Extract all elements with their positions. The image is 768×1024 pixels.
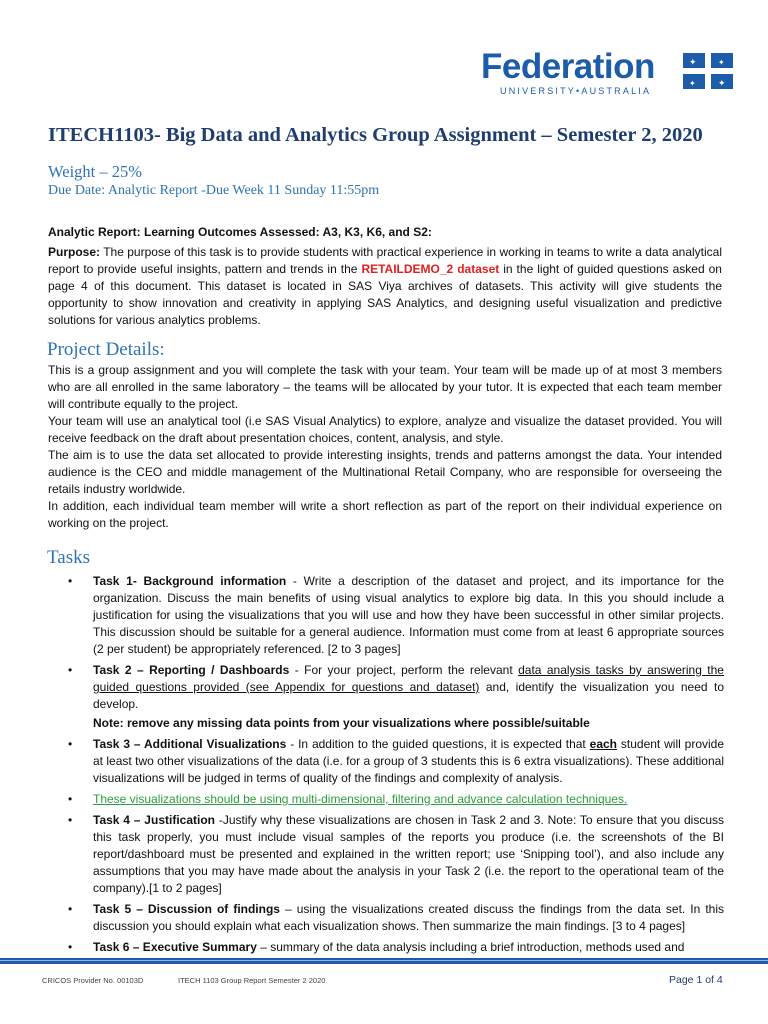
task-2-label: Task 2 – Reporting / Dashboards (93, 663, 290, 677)
project-paragraph-2: Your team will use an analytical tool (i.e SAS Visual Analytics) to explore, analyze and visualize the dataset provided. You will receive feedback on the draft about presentation choices, content, analysis, and style. (48, 414, 722, 445)
logo-wordmark: Federation (481, 47, 655, 86)
task-4-label: Task 4 – Justification (93, 813, 215, 827)
task-6-text: – summary of the data analysis including a brief introduction, methods used and (256, 940, 685, 954)
project-details-section (48, 362, 722, 532)
task-1-label: Task 1- Background information (93, 574, 287, 588)
flag-emblem-icon (683, 53, 733, 89)
list-item: • Task 3 – Additional Visualizations - In addition to the guided questions, it is expected that each student will provide at least two other visualizations of the data (i.e. for a group of 3 students this is 6 extra visualizations). These additional visualizations will be judged in terms of quality of the findings and complexity of analysis. (68, 737, 725, 785)
task-list (48, 573, 724, 960)
cricos-provider: CRICOS Provider No. 00103D (42, 976, 144, 985)
task-2-note: Note: remove any missing data points from your visualizations where possible/suitable (93, 716, 590, 730)
svg-text:✦: ✦ (689, 58, 697, 68)
task-3-each: each (589, 737, 618, 751)
purpose-paragraph (48, 244, 722, 329)
purpose-text-before: The purpose of this task is to provide students with practical experience in working in teams to write a data analytical report to provide useful insights, pattern and trends in the (48, 245, 722, 276)
list-item: • Task 2 – Reporting / Dashboards - For your project, perform the relevant data analysis tasks by answering the guided questions provided (see Appendix for questions and dataset) and, identify the visualization you need to develop. (68, 663, 724, 711)
svg-text:✦: ✦ (718, 58, 725, 67)
dataset-name: RETAILDEMO_2 dataset (361, 262, 500, 276)
project-paragraph-3: The aim is to use the data set allocated to provide interesting insights, trends and patterns amongst the data. Your intended audience is the CEO and middle management of the Multinational Retail Company, who are responsible for overseeing the retails industry worldwide. (48, 448, 722, 496)
svg-text:✦: ✦ (689, 79, 696, 88)
document-title: ITECH1103- Big Data and Analytics Group Assignment – Semester 2, 2020 (48, 124, 703, 146)
project-paragraph-1: This is a group assignment and you will complete the task with your team. Your team will be made up of at most 3 members who are all enrolled in the same laboratory – the teams will be allocated by your tutor. It is expected that each team member will contribute equally to the project. (48, 363, 722, 411)
task-2-text-a: - For your project, perform the relevant (289, 663, 519, 677)
list-item: • These visualizations should be using multi-dimensional, filtering and advance calculation techniques. (68, 792, 628, 806)
intro-section (48, 224, 722, 329)
logo-subtitle: UNIVERSITY•AUSTRALIA (500, 86, 652, 96)
task-4-text: -Justify why these visualizations are chosen in Task 2 and 3. Note: To ensure that you discuss this task properly, you must include visual samples of the reports you produce (i.e. the screenshots of the BI report/dashboard must be presented and explained in the written report; use ‘Snipping tool’), and also include any assumptions that you may have made about the analysis in your Task 2 (i.e. the report to the operational team of the company).[1 to 2 pages] (93, 813, 724, 895)
project-paragraph-4: In addition, each individual team member will write a short reflection as part of the report on their individual experience on working on the project. (48, 499, 722, 530)
university-logo (481, 48, 731, 100)
list-item: • Task 1- Background information - Write a description of the dataset and project, and its importance for the organization. Discuss the main benefits of using visual analytics to explore big data. In this you should include a justification for using the visualizations that you will use and how they have been successful in other similar projects. This discussion should be suitable for a general audience. Information must come from at least 6 appropriate sources (2 per student) be appropriately referenced. [2 to 3 pages] (68, 574, 724, 656)
list-item: • Task 5 – Discussion of findings – using the visualizations created discuss the findings from the data set. In this discussion you should explain what each visualization shows. Then summarize the main findings. [3 to 4 pages] (68, 902, 724, 933)
svg-text:✦: ✦ (718, 79, 726, 89)
weight-line: Weight – 25% (48, 162, 142, 181)
tasks-heading: Tasks (47, 547, 91, 568)
task-5-label: Task 5 – Discussion of findings (93, 902, 280, 916)
task-3-text-a: - In addition to the guided questions, it is expected that (286, 737, 590, 751)
list-item: • Task 4 – Justification -Justify why these visualizations are chosen in Task 2 and 3. Note: To ensure that you discuss this task properly, you must include visual samples of the reports you produce (i.e. the screenshots of the BI report/dashboard must be presented and explained in the written report; use ‘Snipping tool’), and also include any assumptions that you may have made about the analysis in your Task 2 (i.e. the report to the operational team of the company).[1 to 2 pages] (68, 813, 724, 895)
purpose-text-after: in the light of guided questions asked on page 4 of this document. This dataset is located in SAS Viya archives of datasets. This activity will give students the opportunity to show innovation and creativity in applying SAS Analytics, and designing useful visualization and predictive solutions for various analytics problems. (48, 262, 722, 327)
page-number: Page 1 of 4 (669, 974, 723, 986)
purpose-label: Purpose: (48, 245, 101, 259)
task-5-text: – using the visualizations created discuss the findings from the data set. In this discussion you should explain what each visualization shows. Then summarize the main findings. [3 to 4 pages] (93, 902, 724, 933)
task-3-label: Task 3 – Additional Visualizations (93, 737, 287, 751)
task-2-text-b: and, identify the visualization you need to develop. (93, 680, 724, 711)
list-item: • Task 6 – Executive Summary – summary of the data analysis including a brief introduction, methods used and (68, 940, 685, 954)
visualization-note: These visualizations should be using multi-dimensional, filtering and advance calculation techniques. (93, 792, 628, 806)
project-details-heading: Project Details: (47, 339, 165, 360)
footer-document-name: ITECH 1103 Group Report Semester 2 2020 (178, 976, 326, 985)
task-3-text-b: student will provide at least two other visualizations of the data (i.e. for a group of 3 students this is 6 extra visualizations). These additional visualizations will be judged in terms of quality of the findings and complexity of analysis. (93, 737, 725, 785)
task-2-underlined: data analysis tasks by answering the guided questions provided (see Appendix for questions and dataset) (93, 663, 724, 694)
due-date-line: Due Date: Analytic Report -Due Week 11 Sunday 11:55pm (48, 183, 380, 198)
task-6-label: Task 6 – Executive Summary (93, 940, 257, 954)
learning-outcomes: Analytic Report: Learning Outcomes Assessed: A3, K3, K6, and S2: (48, 225, 432, 239)
task-1-text: - Write a description of the dataset and project, and its importance for the organization. Discuss the main benefits of using visual analytics to explore big data. In this you should include a justification for using the visualizations that you will use and how they have been successful in other similar projects. This discussion should be suitable for a general audience. Information must come from at least 6 appropriate sources (2 per student) be appropriately referenced. [2 to 3 pages] (93, 574, 724, 656)
footer-divider (0, 958, 768, 964)
